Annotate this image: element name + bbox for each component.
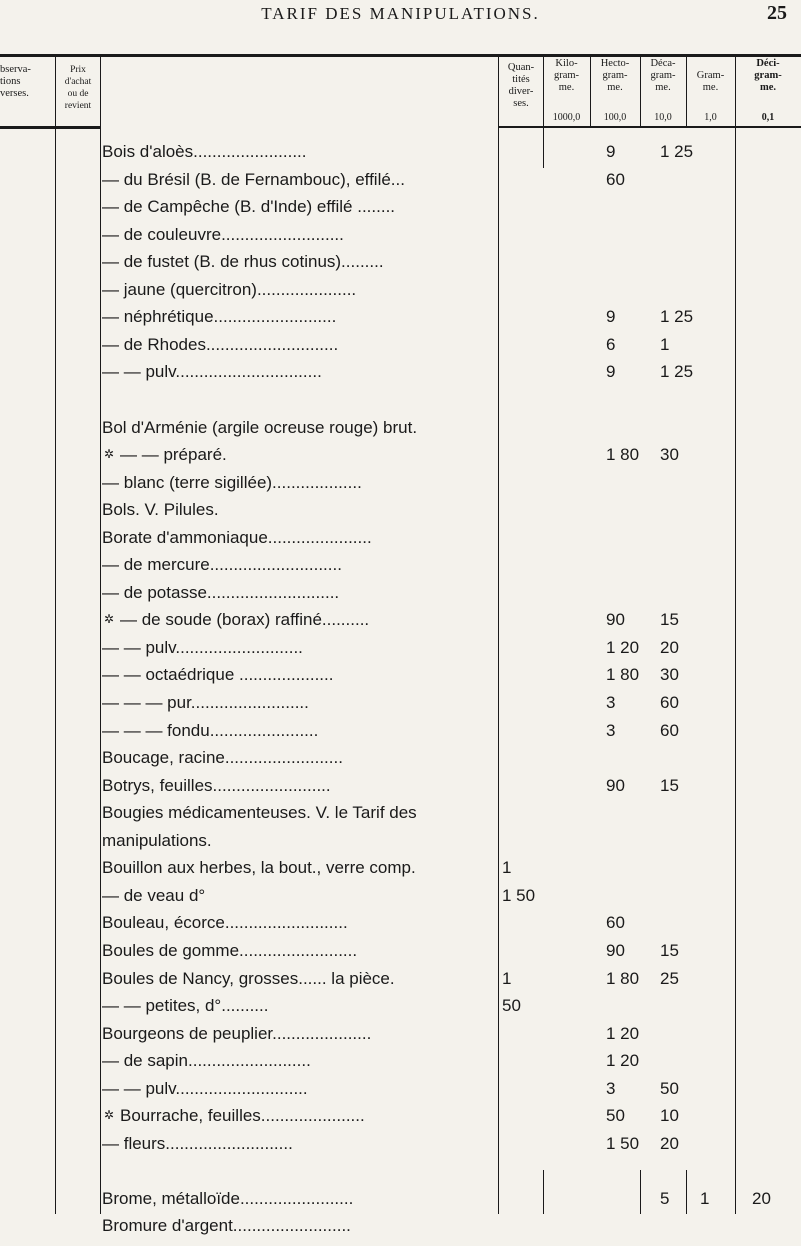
table-row [0,1189,801,1219]
table-row [0,197,801,227]
table-row [0,1161,801,1191]
header-gramme: Gram- me. [696,70,725,93]
price-hecto: 60 [606,913,625,933]
price-hecto: 9 [606,362,616,382]
price-deci: 20 [752,1188,771,1208]
table-row [0,858,801,888]
price-hecto: 1 50 [606,1133,640,1153]
page-number: 25 [767,2,787,24]
item-label: Boucage, racine......................... [102,748,343,768]
table-row [0,335,801,365]
table-row [0,307,801,337]
price-deca: 30 [660,665,679,685]
price-deca: 1 25 [660,362,694,382]
item-label: Bol d'Arménie (argile ocreuse rouge) brut. [102,417,418,437]
item-label: Bougies médicamenteuses. V. le Tarif des [102,803,417,823]
item-label: manipulations. [102,830,212,850]
price-hecto: 9 [606,307,616,327]
item-label: — — petites, d°.......... [102,996,269,1016]
price-hecto: 6 [606,334,616,354]
table-row [0,500,801,530]
item-label: Bourrache, feuilles...................... [120,1106,365,1126]
header-prix: Prix d'achat ou de revient [64,65,92,111]
table-row [0,1051,801,1081]
item-label: Bols. V. Pilules. [102,500,219,520]
item-label: Bromure d'argent......................... [102,1216,351,1236]
price-deca: 50 [660,1078,679,1098]
item-label: — — pulv............................... [102,362,322,382]
item-label: Bourgeons de peuplier..................... [102,1023,372,1043]
unit-hecto: 100,0 [603,112,627,123]
price-deca: 25 [660,968,679,988]
table-row [0,142,801,172]
item-label: — — — pur......................... [102,693,309,712]
price-hecto: 9 [606,142,616,161]
item-label: — blanc (terre sigillée)................... [102,472,362,492]
item-label: Bois d'aloès........................ [102,142,307,161]
header-quantites: Quan- tités diver- ses. [507,62,535,109]
top-rule [0,54,801,57]
table-row [0,996,801,1026]
table-row [0,803,801,833]
price-deca: 15 [660,940,679,960]
table-row [0,170,801,200]
unit-gram: 1,0 [704,112,717,123]
price-hecto: 90 [606,775,625,795]
table-row [0,445,801,475]
item-label: — de Rhodes............................ [102,334,339,354]
table-row [0,941,801,971]
price-hecto: 3 [606,720,616,740]
table-row [0,1024,801,1054]
running-title: TARIF DES MANIPULATIONS. [261,4,540,23]
table-row [0,362,801,392]
price-hecto: 3 [606,1078,616,1098]
item-label: — — pulv............................ [102,1078,308,1098]
price-deca: 30 [660,445,679,465]
item-label: — néphrétique.......................... [102,307,337,327]
header-hectogramme: Hecto- gram- me. [600,58,630,93]
asterisk-mark-icon: ✲ [104,612,115,627]
price-deca: 60 [660,693,679,712]
table-row [0,473,801,503]
item-label: — de mercure............................ [102,555,342,575]
item-label: — de Campêche (B. d'Inde) effilé ........ [102,197,396,217]
price-deca: 20 [660,1133,679,1153]
item-label: Borate d'ammoniaque...................... [102,527,372,547]
item-label: — — pulv........................... [102,637,303,657]
item-label: — de potasse............................ [102,582,340,602]
item-label: Boules de Nancy, grosses...... la pièce. [102,968,395,988]
table-row [0,1079,801,1109]
price-quant: 50 [502,996,521,1016]
price-hecto: 90 [606,940,625,960]
table-row [0,776,801,806]
price-hecto: 1 20 [606,637,640,657]
price-hecto: 1 80 [606,968,640,988]
price-deca: 60 [660,720,679,740]
item-label: Bouillon aux herbes, la bout., verre comp. [102,858,416,878]
asterisk-mark-icon: ✲ [104,1108,115,1123]
price-deca: 15 [660,775,679,795]
item-label: — du Brésil (B. de Fernambouc), effilé... [102,169,405,189]
price-hecto: 90 [606,610,625,630]
header-observations: bserva- tions verses. [0,64,31,99]
header-rule-left [0,126,100,129]
item-label: — de sapin.......................... [102,1051,311,1071]
price-hecto: 1 20 [606,1023,640,1043]
item-label: Boules de gomme......................... [102,940,358,960]
price-deca: 1 25 [660,142,694,161]
item-label: — — octaédrique .................... [102,665,334,685]
table-row [0,1106,801,1136]
item-label: — fleurs........................... [102,1133,293,1153]
price-deca: 1 25 [660,307,694,327]
unit-kilo: 1000,0 [552,112,581,123]
table-row [0,748,801,778]
table-row [0,693,801,723]
item-label: — de fustet (B. de rhus cotinus)......... [102,252,384,272]
price-deca: 15 [660,610,679,630]
header-decigramme: Déci- gram- me. [754,58,782,93]
table-row [0,583,801,613]
table-row [0,225,801,255]
table-row [0,638,801,668]
asterisk-mark-icon: ✲ [104,447,115,462]
header-decagramme: Déca- gram- me. [650,58,676,93]
item-label: — — — fondu....................... [102,720,319,740]
item-label: Brome, métalloïde........................ [102,1188,354,1208]
price-gram: 1 [700,1188,710,1208]
price-deca: 1 [660,334,670,354]
table-row [0,252,801,282]
unit-deca: 10,0 [654,112,672,123]
table-row [0,280,801,310]
table-row [0,555,801,585]
price-quant: 1 [502,858,512,878]
item-label: — — préparé. [120,445,227,465]
table-row [0,1216,801,1246]
price-hecto: 60 [606,169,625,189]
price-deca: 10 [660,1106,679,1126]
price-hecto: 50 [606,1106,625,1126]
price-quant: 1 50 [502,885,536,905]
table-row [0,831,801,861]
price-hecto: 3 [606,693,616,712]
table-row [0,913,801,943]
table-row [0,390,801,420]
item-label: — de veau d° [102,885,206,905]
table-row [0,969,801,999]
header-kilogramme: Kilo- gram- me. [553,58,580,93]
table-row [0,665,801,695]
item-label: Bouleau, écorce.......................... [102,913,348,933]
item-label: — de soude (borax) raffiné.......... [120,610,370,630]
item-label: Botrys, feuilles......................... [102,775,331,795]
price-quant: 1 [502,968,512,988]
unit-deci: 0,1 [761,112,775,123]
price-hecto: 1 80 [606,445,640,465]
price-deca: 5 [660,1188,670,1208]
table-row [0,1134,801,1164]
table-row [0,610,801,640]
table-row [0,418,801,448]
price-deca: 20 [660,637,679,657]
item-label: — de couleuvre.......................... [102,224,344,244]
table-row [0,886,801,916]
item-label: — jaune (quercitron)..................... [102,279,357,299]
price-hecto: 1 20 [606,1051,640,1071]
table-row [0,528,801,558]
table-row [0,721,801,751]
price-hecto: 1 80 [606,665,640,685]
